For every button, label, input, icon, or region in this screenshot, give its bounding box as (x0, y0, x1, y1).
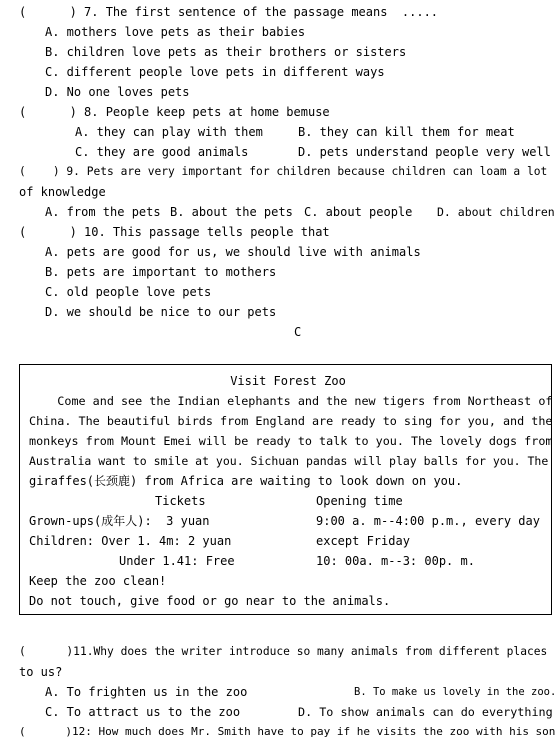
q9-option-b: B. about the pets (170, 205, 293, 219)
zoo-title: Visit Forest Zoo (230, 374, 346, 388)
zoo-para-line: giraffes(长颈鹿) from Africa are waiting to look down on you. (29, 474, 463, 488)
q9-stem: ( ) 9. Pets are very important for children because children can loam a lot (19, 165, 548, 178)
q11-stem: ( )11.Why does the writer introduce so many animals from different places (19, 645, 548, 658)
zoo-para-line: China. The beautiful birds from England are ready to sing for you, and the (29, 414, 553, 428)
zoo-para-line: monkeys from Mount Emei will be ready to talk to you. The lovely dogs from (29, 434, 553, 448)
q9-option-c: C. about people (304, 205, 413, 219)
opening-except-label: except Friday (316, 534, 410, 548)
zoo-para-line: Australia want to smile at you. Sichuan pandas will play balls for you. The (29, 454, 549, 468)
q11-option-b: B. To make us lovely in the zoo. (354, 686, 557, 698)
section-letter: C (294, 325, 302, 339)
q10-option-b: B. pets are important to mothers (45, 265, 277, 279)
q7-stem: ( ) 7. The first sentence of the passage means ..... (19, 5, 439, 19)
q9-option-a: A. from the pets (45, 205, 161, 219)
price-children: Children: Over 1. 4m: 2 yuan (29, 534, 232, 548)
q7-option-c: C. different people love pets in different ways (45, 65, 385, 79)
q11-stem-cont: to us? (19, 665, 63, 679)
q9-option-d: D. about children (437, 205, 555, 219)
q10-option-a: A. pets are good for us, we should live with animals (45, 245, 421, 259)
q7-option-b: B. children love pets as their brothers or sisters (45, 45, 407, 59)
q11-option-a: A. To frighten us in the zoo (45, 685, 248, 699)
q10-stem: ( ) 10. This passage tells people that (19, 225, 330, 239)
q10-option-d: D. we should be nice to our pets (45, 305, 277, 319)
opening-time-heading: Opening time (316, 494, 403, 508)
q8-stem: ( ) 8. People keep pets at home bemuse (19, 105, 330, 119)
q7-option-a: A. mothers love pets as their babies (45, 25, 306, 39)
zoo-rule: Keep the zoo clean! (29, 574, 167, 588)
q12-stem: ( )12: How much does Mr. Smith have to pay if he visits the zoo with his son (19, 725, 556, 738)
q8-option-a: A. they can play with them (75, 125, 263, 139)
zoo-rule: Do not touch, give food or go near to the animals. (29, 594, 391, 608)
opening-time-friday: 10: 00a. m--3: 00p. m. (316, 554, 475, 568)
q8-option-d: D. pets understand people very well (298, 145, 551, 159)
opening-time-regular: 9:00 a. m--4:00 p.m., every day (316, 514, 540, 528)
q11-option-c: C. To attract us to the zoo (45, 705, 241, 719)
q8-option-c: C. they are good animals (75, 145, 249, 159)
q10-option-c: C. old people love pets (45, 285, 212, 299)
q7-option-d: D. No one loves pets (45, 85, 190, 99)
price-under: Under 1.41: Free (119, 554, 235, 568)
q11-option-d: D. To show animals can do everything (298, 705, 553, 719)
tickets-heading: Tickets (155, 494, 206, 508)
zoo-para-line: Come and see the Indian elephants and the new tigers from Northeast of (29, 394, 553, 408)
price-grownups: Grown-ups(成年人): 3 yuan (29, 514, 210, 528)
q9-stem-cont: of knowledge (19, 185, 106, 199)
q8-option-b: B. they can kill them for meat (298, 125, 515, 139)
